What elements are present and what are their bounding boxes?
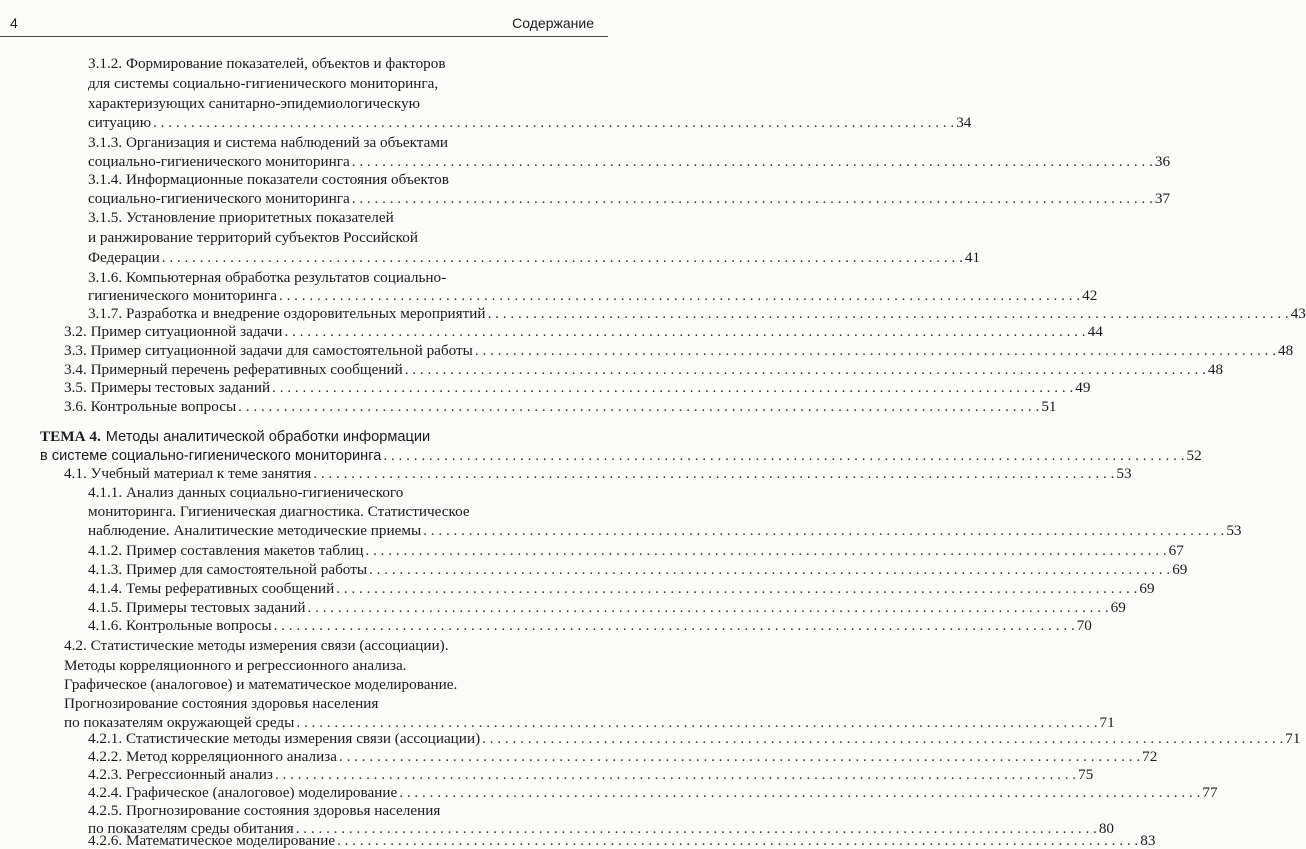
toc-page-number: 72	[1142, 748, 1158, 765]
toc-entry-4-2-6	[88, 832, 1156, 849]
toc-page-number: 34	[956, 114, 972, 131]
leader-dots	[238, 397, 1039, 417]
toc-entry-3-1-2-line2: для системы социально-гигиенического мониторинга,	[88, 75, 439, 92]
toc-entry-3-2: 3.2. Пример ситуационной задачи . . . 44	[64, 322, 596, 342]
toc-page-number: 53	[1116, 465, 1132, 482]
toc-page-number: 70	[1076, 617, 1092, 634]
toc-page-number: 69	[1110, 599, 1126, 616]
toc-page-number: 37	[1154, 190, 1171, 207]
leader-dots	[339, 747, 1140, 767]
toc-entry-4-2-line4: Прогнозирование состояния здоровья населения	[64, 695, 379, 712]
toc-page-number: 67	[1168, 542, 1184, 559]
toc-entry-4-1-1: наблюдение. Аналитические методические приемы . . . 53	[88, 521, 596, 541]
toc-page-number: 51	[1041, 398, 1057, 415]
toc-entry-3-3: 3.3. Пример ситуационной задачи для самостоятельной работы . . . 48	[64, 341, 596, 361]
toc-entry-4-2-line3: Графическое (аналоговое) и математическое моделирование.	[64, 676, 458, 693]
toc-page-number: 52	[1186, 447, 1202, 464]
leader-dots	[162, 248, 963, 268]
toc-page-number: 44	[1087, 323, 1103, 340]
toc-entry-3-1-6: гигиенического мониторинга . . . 42	[88, 286, 596, 306]
toc-page-number: 48	[1207, 361, 1224, 378]
toc-entry-3-1-5: Федерации . . . 41	[88, 248, 596, 268]
toc-entry-3-1-6-line1: 3.1.6. Компьютерная обработка результатов социально-	[88, 269, 447, 286]
leader-dots	[352, 152, 1153, 172]
toc-page-number: 43	[1290, 305, 1306, 322]
toc-entry-4-2-3: 4.2.3. Регрессионный анализ . . . 75	[88, 765, 596, 785]
running-head: Содержание	[512, 15, 594, 31]
toc-entry-4-1-1-line2: мониторинга. Гигиеническая диагностика. Статистическое	[88, 503, 470, 520]
toc-entry-4-2-5-line1: 4.2.5. Прогнозирование состояния здоровья населения	[88, 802, 441, 819]
toc-entry-3-6: 3.6. Контрольные вопросы . . . 51	[64, 397, 596, 417]
toc-entry-3-1-2: ситуацию . . . 34	[88, 113, 596, 133]
theme-title: Методы аналитической обработки информации	[105, 429, 431, 445]
toc-entry-4-1-4: 4.1.4. Темы реферативных сообщений . . . 69	[88, 579, 596, 599]
toc-entry-3-1-4: социально-гигиенического мониторинга . . . 37	[88, 189, 596, 209]
toc-page-number: 36	[1154, 153, 1171, 170]
theme-label: ТЕМА 4.	[40, 428, 101, 445]
toc-entry-4-1-3: 4.1.3. Пример для самостоятельной работы . . . 69	[88, 560, 596, 580]
toc-entry-3-1-5-line2: и ранжирование территорий субъектов Российской	[88, 229, 418, 246]
leader-dots	[365, 541, 1166, 561]
toc-entry-3-1-7: 3.1.7. Разработка и внедрение оздоровительных мероприятий . . . 43	[88, 304, 596, 324]
leader-dots	[383, 446, 1184, 466]
toc-page-number: 53	[1226, 522, 1242, 539]
leader-dots	[313, 464, 1114, 484]
toc-entry-4-1-5: 4.1.5. Примеры тестовых заданий . . . 69	[88, 598, 596, 618]
leader-dots	[423, 521, 1224, 541]
toc-page-number: 69	[1139, 580, 1155, 597]
leader-dots	[272, 378, 1073, 398]
leader-dots	[275, 765, 1076, 785]
toc-page-number: 69	[1172, 561, 1188, 578]
leader-dots	[488, 304, 1289, 324]
toc-page-number: 48	[1278, 342, 1294, 359]
toc-entry-3-4: 3.4. Примерный перечень реферативных сообщений . . . 48	[64, 360, 596, 380]
toc-page-number: 75	[1078, 766, 1094, 783]
leader-dots	[337, 837, 1138, 845]
toc-entry-4-2-2: 4.2.2. Метод корреляционного анализа . . . 72	[88, 747, 596, 767]
toc-entry-3-1-3: социально-гигиенического мониторинга . . . 36	[88, 152, 596, 172]
toc-page-number: 71	[1099, 714, 1115, 731]
toc-entry-4-2-4: 4.2.4. Графическое (аналоговое) моделирование . . . 77	[88, 783, 596, 803]
leader-dots	[399, 783, 1200, 803]
toc-entry-4-2: по показателям окружающей среды . . . 71	[64, 713, 596, 733]
leader-dots	[352, 189, 1153, 209]
toc-theme-4: в системе социально-гигиенического мониторинга . . . 52	[40, 446, 596, 466]
toc-page-number: 77	[1202, 784, 1218, 801]
toc-page-number: 83	[1140, 832, 1156, 849]
toc-entry-text: 4.2.6. Математическое моделирование	[88, 832, 336, 849]
leader-dots	[153, 113, 954, 133]
leader-dots	[369, 560, 1170, 580]
leader-dots	[405, 360, 1206, 380]
toc-entry-3-1-5-line1: 3.1.5. Установление приоритетных показателей	[88, 209, 394, 226]
toc-entry-3-5: 3.5. Примеры тестовых заданий . . . 49	[64, 378, 596, 398]
toc-entry-3-1-2-line1: 3.1.2. Формирование показателей, объектов и факторов	[88, 55, 446, 72]
toc-entry-3-1-4-line1: 3.1.4. Информационные показатели состояния объектов	[88, 171, 449, 188]
toc-entry-4-2-line2: Методы корреляционного и регрессионного анализа.	[64, 657, 407, 674]
page-number: 4	[10, 15, 18, 31]
toc-entry-4-1: 4.1. Учебный материал к теме занятия . . . 53	[64, 464, 596, 484]
toc-page-number: 42	[1082, 287, 1098, 304]
toc-theme-4-heading	[40, 427, 430, 447]
toc-entry-4-2-5: по показателям среды обитания . . . 80	[88, 819, 596, 839]
toc-page-number: 80	[1098, 820, 1115, 837]
toc-entry-4-2-1: 4.2.1. Статистические методы измерения связи (ассоциации) . . . 71	[88, 729, 596, 749]
leader-dots	[475, 341, 1276, 361]
toc-page-number: 71	[1285, 730, 1301, 747]
toc-page-number: 49	[1075, 379, 1091, 396]
leader-dots	[279, 286, 1080, 306]
toc-entry-3-1-3-line1: 3.1.3. Организация и система наблюдений за объектами	[88, 134, 449, 151]
toc-page-number: 41	[964, 249, 981, 266]
leader-dots	[482, 729, 1283, 749]
leader-dots	[274, 616, 1075, 636]
leader-dots	[336, 579, 1137, 599]
toc-entry-4-1-1-line1: 4.1.1. Анализ данных социально-гигиенического	[88, 484, 404, 501]
toc-entry-4-1-6: 4.1.6. Контрольные вопросы . . . 70	[88, 616, 596, 636]
toc-entry-4-1-2: 4.1.2. Пример составления макетов таблиц . . . 67	[88, 541, 596, 561]
leader-dots	[308, 598, 1109, 618]
leader-dots	[284, 322, 1085, 342]
toc-entry-4-2-line1: 4.2. Статистические методы измерения связи (ассоциации).	[64, 637, 449, 654]
toc-entry-3-1-2-line3: характеризующих санитарно-эпидемиологическую	[88, 95, 420, 112]
